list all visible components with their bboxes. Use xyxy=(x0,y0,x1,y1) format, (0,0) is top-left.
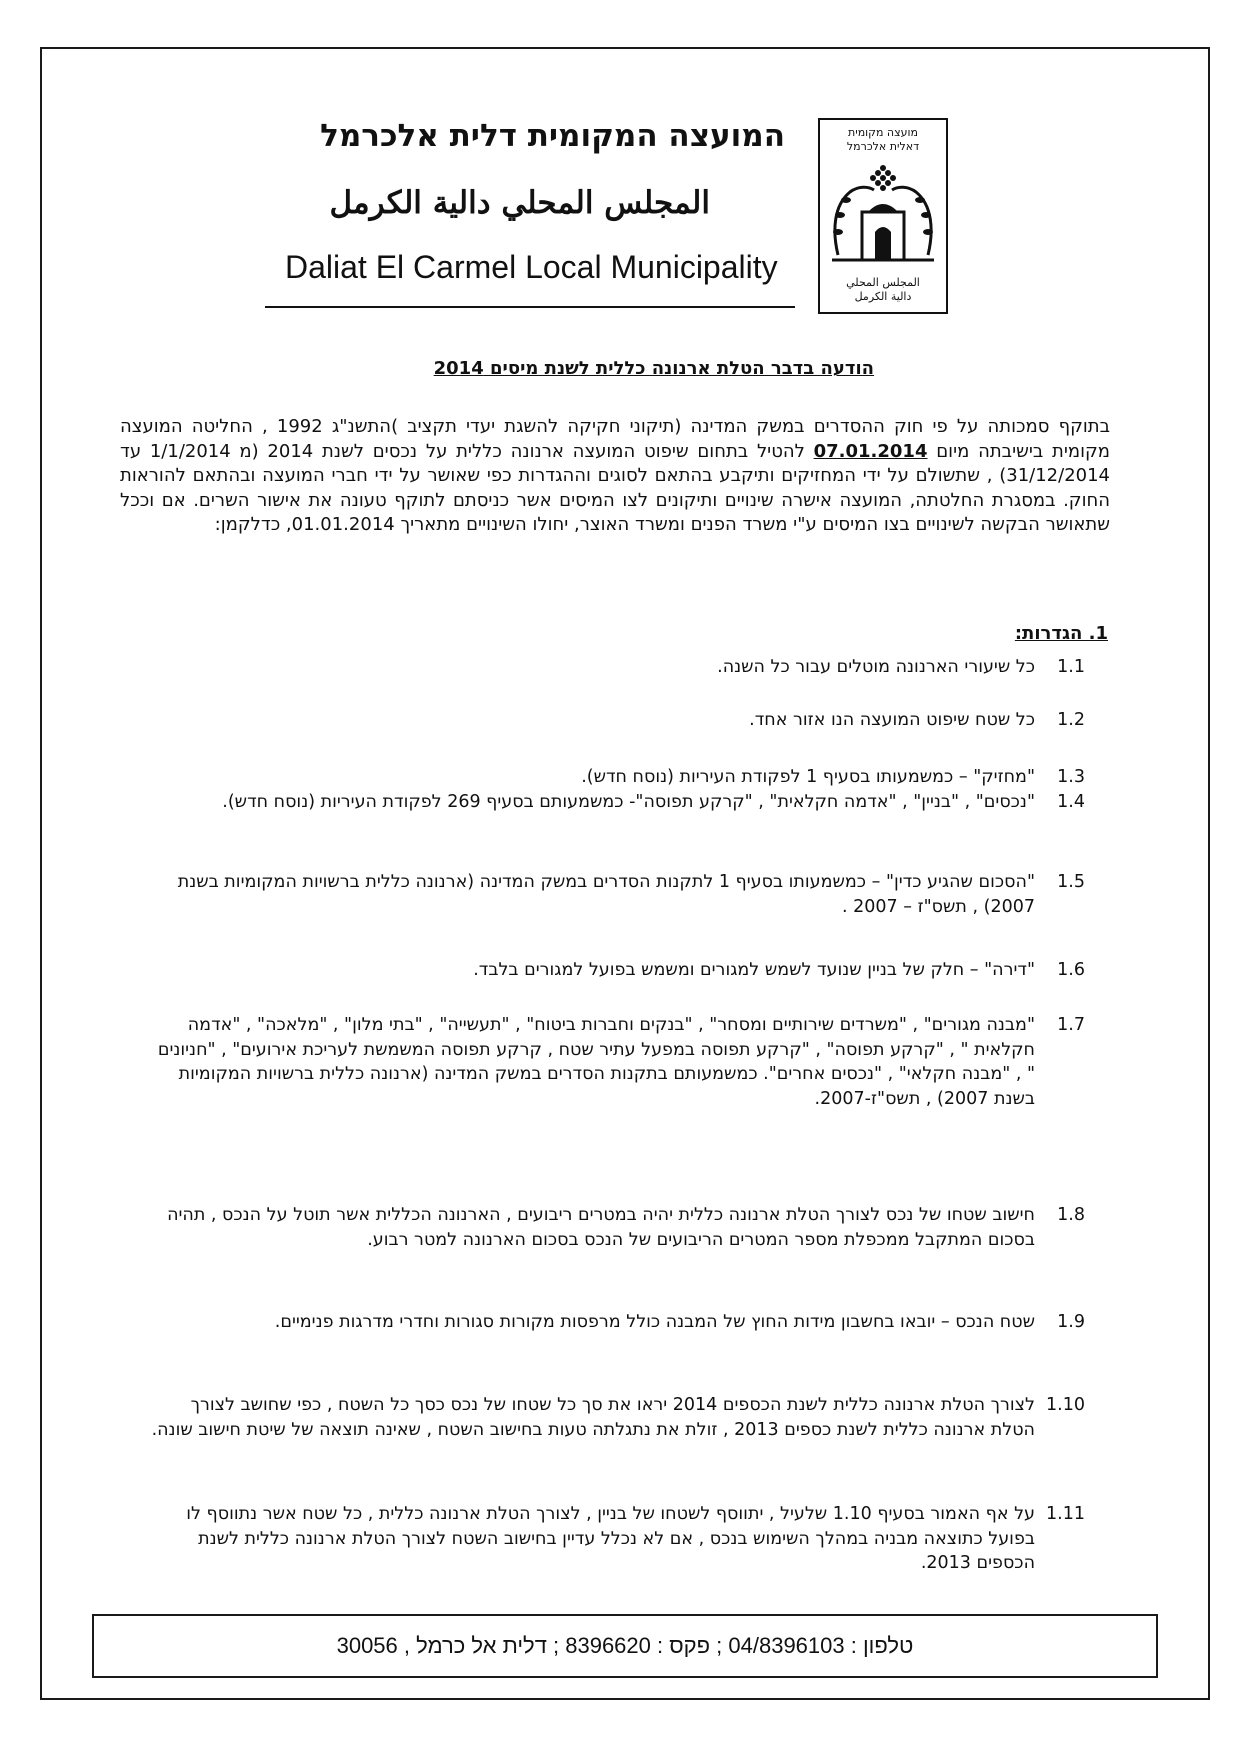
definition-item xyxy=(205,765,1085,790)
definition-item xyxy=(205,958,1085,983)
item-text: "דירה" – חלק של בניין שנועד לשמש למגורים ומשמש בפועל למגורים בלבד. xyxy=(473,960,1035,980)
emblem-vine-building-icon xyxy=(828,160,938,270)
definition-item xyxy=(120,1203,1085,1252)
contact-footer xyxy=(92,1614,1158,1678)
definition-item xyxy=(130,870,1085,919)
item-text: שטח הנכס – יובאו בחשבון מידות החוץ של המבנה כולל מרפסות מקורות סגורות וחדרי מדרגות פנימיים. xyxy=(274,1312,1035,1332)
intro-text-part1: בתוקף סמכותה על פי חוק ההסדרים במשק המדינה (תיקוני חקיקה להשגת יעדי תקציב )התשנ"ג 1992 , החליטה המועצה מקומית בישיבתה מיום xyxy=(120,416,1110,462)
item-text: כל שיעורי הארנונה מוטלים עבור כל השנה. xyxy=(717,657,1035,677)
definition-item xyxy=(130,1310,1085,1335)
definition-item xyxy=(205,655,1085,680)
municipality-name-arabic: المجلس المحلي دالية الكرمل xyxy=(329,185,710,221)
municipality-emblem xyxy=(818,118,948,314)
item-text: "מבנה מגורים" , "משרדים שירותיים ומסחר" , "בנקים וחברות ביטוח" , "תעשייה" , "בתי מלון" , "מלאכה" , "אדמה חקלאית " , "קרקע תפוסה" , "קרקע תפוסה במפעל עתיר שטח , קרקע תפוסה המשמשת לעריכת אירועים" , "חניונים " , "מבנה חקלאי" , "נכסים אחרים". כמשמעותם בתקנות הסדרים במשק המדינה (ארנונה כללית ברשויות המקומיות בשנת 2007) , תשס"ז-2007. xyxy=(157,1015,1035,1109)
item-number: 1.7 xyxy=(1057,1015,1085,1035)
meeting-date: 07.01.2014 xyxy=(813,440,928,462)
item-text: כל שטח שיפוט המועצה הנו אזור אחד. xyxy=(749,710,1035,730)
item-number: 1.1 xyxy=(1057,657,1085,677)
notice-title: הודעה בדבר הטלת ארנונה כללית לשנת מיסים 2014 xyxy=(433,358,874,379)
definition-item xyxy=(200,790,1085,815)
header-divider xyxy=(265,306,795,308)
item-text: "הסכום שהגיע כדין" – כמשמעותו בסעיף 1 לתקנות הסדרים במשק המדינה (ארנונה כללית ברשויות המקומיות בשנת 2007) , תשס"ז – 2007 . xyxy=(177,872,1035,917)
item-number: 1.10 xyxy=(1046,1395,1085,1415)
item-number: 1.3 xyxy=(1057,767,1085,787)
municipality-name-hebrew: המועצה המקומית דלית אלכרמל xyxy=(320,118,785,154)
intro-text-part2: להטיל בתחום שיפוט המועצה ארנונה כללית על נכסים לשנת 2014 (מ 1/1/2014 עד 31/12/2014) , שתשולם על ידי המחזיקים ותיקבע בהתאם לסוגים וההגדרות כפי שאושר על ידי חברי המועצה ובהתאם להוראות החוק. במסגרת החלטתה, המועצה אישרה שינויים ותיקונים לצו המיסים אשר כניסתם לתוקף טעונה את אישור השרים. אם וככל שתאושר הבקשה לשינויים בצו המיסים ע"י משרד הפנים ומשרד האוצר, יחולו השינויים מתאריך 01.01.2014, כדלקמן: xyxy=(120,440,1110,535)
definition-item xyxy=(150,1013,1085,1111)
item-text: לצורך הטלת ארנונה כללית לשנת הכספים 2014 יראו את סך כל שטחו של נכס כסך כל השטח , כפי שחושב לצורך הטלת ארנונה כללית לשנת כספים 2013 , זולת את נתגלתה טעות בחישוב השטח , שאינה תוצאה של שיטת חישוב שונה. xyxy=(151,1395,1035,1440)
item-number: 1.11 xyxy=(1046,1504,1085,1524)
municipality-name-english: Daliat El Carmel Local Municipality xyxy=(285,249,778,285)
item-text: "מחזיק" – כמשמעותו בסעיף 1 לפקודת העיריות (נוסח חדש). xyxy=(581,767,1035,787)
item-number: 1.6 xyxy=(1057,960,1085,980)
item-text: על אף האמור בסעיף 1.10 שלעיל , יתווסף לשטחו של בניין , לצורך הטלת ארנונה כללית , כל שטח אשר נתווסף לו בפועל כתוצאה מבניה במהלך השימוש בנכס , אם לא נכלל עדיין בחישוב השטח לצורך הטלת ארנונה כללית לשנת הכספים 2013. xyxy=(186,1504,1035,1573)
item-number: 1.2 xyxy=(1057,710,1085,730)
definition-item xyxy=(205,708,1085,733)
emblem-top-text: מועצה מקומית דאלית אלכרמל xyxy=(846,126,920,153)
item-text: "נכסים" , "בניין" , "אדמה חקלאית" , "קרקע תפוסה"- כמשמעותם בסעיף 269 לפקודת העיריות (נוסח חדש). xyxy=(222,792,1035,812)
item-number: 1.5 xyxy=(1057,872,1085,892)
item-number: 1.9 xyxy=(1057,1312,1085,1332)
item-number: 1.4 xyxy=(1057,792,1085,812)
definition-item xyxy=(150,1502,1085,1576)
emblem-bottom-text: المجلس المحلي دالية الكرمل xyxy=(846,276,920,303)
item-number: 1.8 xyxy=(1057,1205,1085,1225)
contact-details: טלפון : 04/8396103 ; פקס : 8396620 ; דלית אל כרמל , 30056 xyxy=(336,1633,914,1658)
intro-paragraph xyxy=(120,415,1110,538)
definitions-heading: 1. הגדרות: xyxy=(1014,623,1108,644)
definition-item xyxy=(150,1393,1085,1442)
item-text: חישוב שטחו של נכס לצורך הטלת ארנונה כללית יהיה במטרים ריבועים , הארנונה הכללית אשר תוטל על הנכס , תהיה בסכום המתקבל ממכפלת מספר המטרים הריבועים של הנכס בסכום הארנונה למטר רבוע. xyxy=(167,1205,1035,1250)
